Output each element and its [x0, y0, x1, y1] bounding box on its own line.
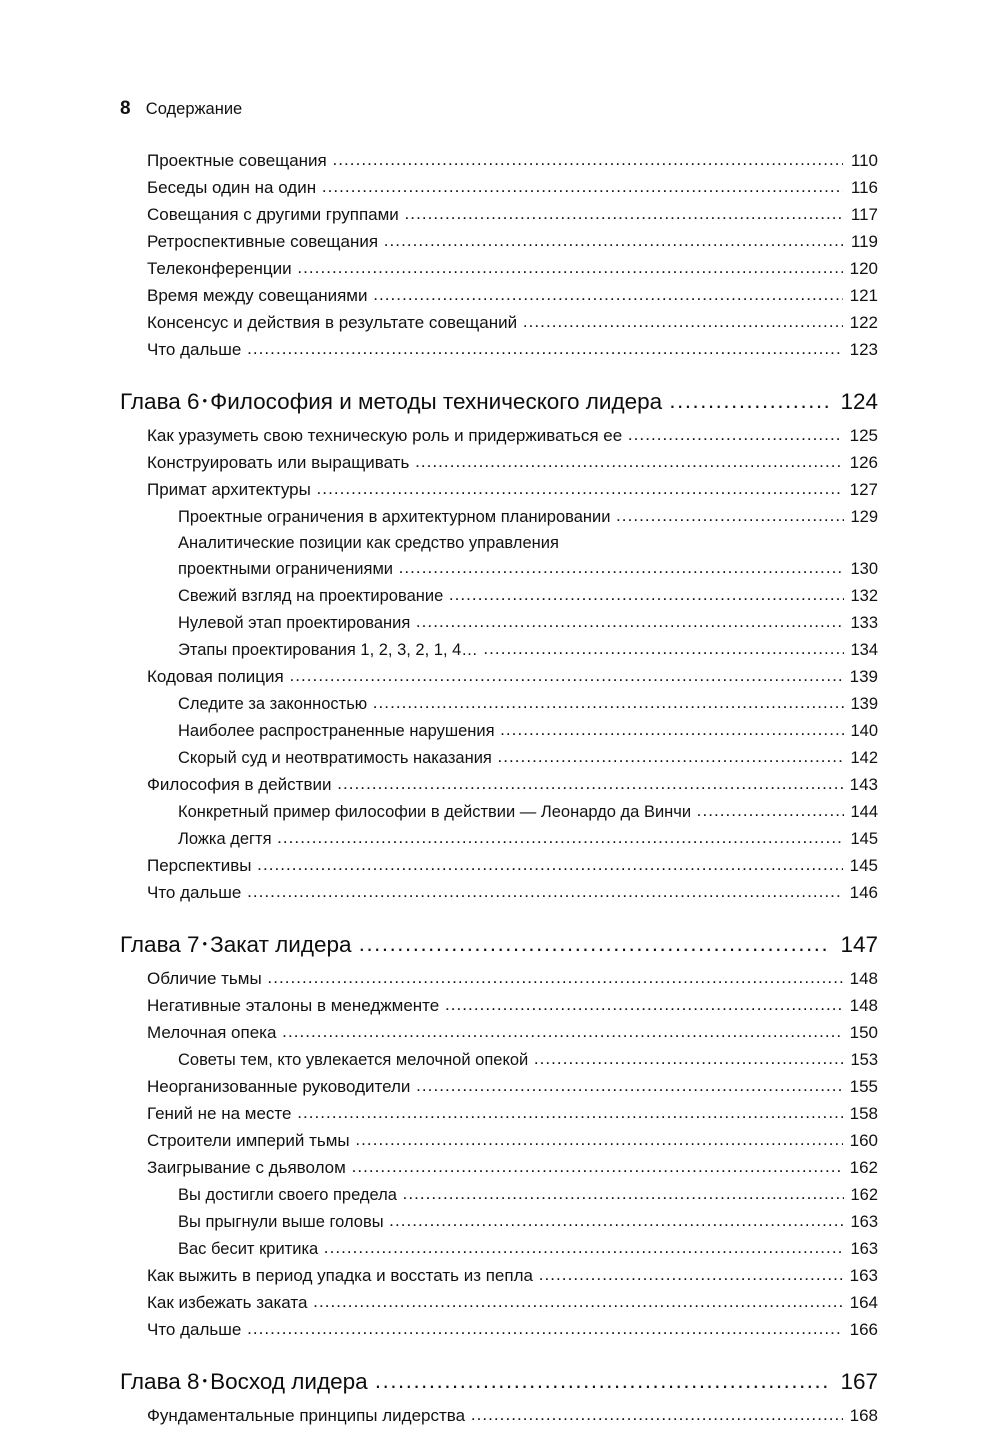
page-header [120, 98, 242, 120]
toc-page-number: 153 [850, 1051, 878, 1069]
toc-entry-label: Как уразуметь свою техническую роль и придерживаться ее [147, 426, 627, 445]
toc-page-number: 139 [850, 695, 878, 713]
toc-entry-row[interactable] [120, 641, 878, 668]
dot-leader [282, 1023, 843, 1041]
toc-entry-label: Как избежать заката [147, 1293, 313, 1312]
toc-page-number: 163 [850, 1213, 878, 1231]
toc-entry-label: Вас бесит критика [178, 1240, 323, 1258]
dot-leader [277, 829, 844, 847]
toc-entry-row[interactable] [120, 427, 878, 454]
toc-entry-row[interactable] [120, 1159, 878, 1186]
toc-entry-label: Что дальше [147, 883, 247, 902]
toc-page-number: 163 [849, 1266, 878, 1285]
dot-leader [373, 694, 844, 712]
dot-leader [405, 205, 843, 223]
section-spacer [0, 368, 1000, 380]
toc-entry-row[interactable] [120, 614, 878, 641]
toc-page-number: 144 [850, 803, 878, 821]
toc-entry-label: Нулевой этап проектирования [178, 614, 415, 632]
dot-leader [534, 1050, 844, 1068]
dot-leader [373, 286, 843, 304]
toc-entry-row[interactable] [120, 857, 878, 884]
toc-entry-row[interactable] [120, 1051, 878, 1078]
toc-page-number: 117 [850, 205, 878, 224]
page-title: Содержание [145, 100, 243, 118]
section-spacer [0, 1348, 1000, 1360]
toc-page-number: 145 [850, 830, 878, 848]
dot-leader [416, 1077, 843, 1095]
toc-page-number: 148 [849, 996, 878, 1015]
toc-page-number: 119 [850, 232, 878, 251]
dot-leader [399, 559, 844, 577]
dot-leader [389, 1212, 844, 1230]
dot-leader [352, 1158, 843, 1176]
toc-entry-row[interactable] [120, 179, 878, 206]
toc-chapter-number: Глава 7 [120, 932, 200, 957]
toc-entry-label: Советы тем, кто увлекается мелочной опекой [178, 1051, 533, 1069]
toc-page-number: 125 [849, 426, 878, 445]
toc-entry-row[interactable] [120, 1321, 878, 1348]
toc-entry-label: Совещания с другими группами [147, 205, 404, 224]
toc-entry-row[interactable] [120, 749, 878, 776]
dot-leader [669, 390, 831, 412]
toc-chapter-label [120, 934, 358, 957]
toc-entry-row[interactable] [120, 1267, 878, 1294]
toc-entry-row[interactable] [120, 341, 878, 368]
toc-entry-label: Гений не на месте [147, 1104, 297, 1123]
dot-leader [313, 1293, 843, 1311]
toc-chapter-row[interactable] [120, 1371, 878, 1407]
toc-entry-label: Свежий взгляд на проектирование [178, 587, 448, 605]
toc-entry-row[interactable] [120, 508, 878, 535]
toc-page-number: 116 [850, 178, 878, 197]
toc-entry-row[interactable] [120, 722, 878, 749]
toc-page-number: 158 [849, 1104, 878, 1123]
toc-chapter-label [120, 391, 668, 414]
toc-page-number: 145 [849, 856, 878, 875]
toc-entry-row[interactable] [120, 1186, 878, 1213]
toc-page-number: 121 [849, 286, 878, 305]
toc-entry-row[interactable] [120, 884, 878, 911]
dot-leader [416, 613, 844, 631]
dot-leader [697, 802, 844, 820]
toc-page-number: 162 [849, 1158, 878, 1177]
toc-page-number: 162 [850, 1186, 878, 1204]
toc-entry-label: Мелочная опека [147, 1023, 282, 1042]
dot-leader [375, 1370, 831, 1392]
dot-leader [355, 1131, 843, 1149]
toc-entry-label: Время между совещаниями [147, 286, 373, 305]
toc-entry-label: Телеконференции [147, 259, 297, 278]
toc-entry-label: Скорый суд и неотвратимость наказания [178, 749, 497, 767]
toc-page-number: 140 [850, 722, 878, 740]
toc-entry-row[interactable] [120, 314, 878, 341]
toc-entry-row[interactable] [120, 997, 878, 1024]
toc-page-number: 124 [840, 389, 878, 414]
toc-page-number: 142 [850, 749, 878, 767]
toc-page-number: 167 [840, 1369, 878, 1394]
dot-leader [415, 453, 843, 471]
toc-page-number: 150 [849, 1023, 878, 1042]
toc-entry-row[interactable] [120, 535, 878, 587]
toc-page-number: 127 [849, 480, 878, 499]
toc-entry-label: Консенсус и действия в результате совещаний [147, 313, 522, 332]
toc-page-number: 133 [850, 614, 878, 632]
toc-page-number: 134 [850, 641, 878, 659]
toc-entry-label: Кодовая полиция [147, 667, 289, 686]
dot-leader [445, 996, 843, 1014]
toc-page-number: 123 [849, 340, 878, 359]
toc-entry-label: Ретроспективные совещания [147, 232, 383, 251]
toc-entry-row[interactable] [120, 1132, 878, 1159]
toc-entry-label: Конструировать или выращивать [147, 453, 415, 472]
toc-chapter-label [120, 1371, 374, 1394]
toc-page-number: 164 [849, 1293, 878, 1312]
toc-page-number: 163 [850, 1240, 878, 1258]
toc-entry-row[interactable] [120, 260, 878, 287]
toc-chapter-title: Восход лидера [210, 1369, 374, 1394]
toc-entry-label: Перспективы [147, 856, 257, 875]
dot-leader [337, 775, 843, 793]
bullet-separator-icon: • [202, 936, 208, 951]
dot-leader [359, 933, 831, 955]
toc-entry-row[interactable] [120, 1294, 878, 1321]
dot-leader [267, 969, 843, 987]
dot-leader [497, 748, 844, 766]
dot-leader [257, 856, 843, 874]
dot-leader [500, 721, 844, 739]
toc-entry-label: Вы прыгнули выше головы [178, 1213, 389, 1231]
toc-entry-row[interactable] [120, 1407, 878, 1434]
toc-chapter-number: Глава 6 [120, 389, 200, 414]
toc-page-number: 166 [849, 1320, 878, 1339]
toc-page-number: 110 [850, 151, 878, 170]
toc-entry-label: Как выжить в период упадка и восстать из пепла [147, 1266, 538, 1285]
toc-page-number: 160 [849, 1131, 878, 1150]
toc-entry-row[interactable] [120, 668, 878, 695]
toc-page-number: 168 [849, 1406, 878, 1425]
toc-entry-label: Обличие тьмы [147, 969, 267, 988]
toc-entry-label: Ложка дегтя [178, 830, 277, 848]
toc-entry-label-line1: Аналитические позиции как средство управления [178, 534, 559, 552]
toc-entry-row[interactable] [120, 587, 878, 614]
toc-page-number: 120 [849, 259, 878, 278]
dot-leader [403, 1185, 844, 1203]
dot-leader [384, 232, 843, 250]
toc-page-number: 126 [849, 453, 878, 472]
bullet-separator-icon: • [202, 1373, 208, 1388]
toc-entry-label: Неорганизованные руководители [147, 1077, 416, 1096]
toc-entry-row[interactable] [120, 152, 878, 179]
toc-entry-row[interactable] [120, 1105, 878, 1132]
dot-leader [471, 1406, 843, 1424]
bullet-separator-icon: • [202, 393, 208, 408]
dot-leader [322, 178, 843, 196]
toc-entry-label: Строители империй тьмы [147, 1131, 355, 1150]
dot-leader [539, 1266, 843, 1284]
toc-entry-label: Следите за законностью [178, 695, 372, 713]
toc-entry-row[interactable] [120, 287, 878, 314]
toc-page-number: 155 [849, 1077, 878, 1096]
table-of-contents [0, 152, 1000, 1434]
toc-entry-row[interactable] [120, 803, 878, 830]
dot-leader [616, 507, 844, 525]
toc-chapter-row[interactable] [120, 934, 878, 970]
toc-entry-row[interactable] [120, 776, 878, 803]
toc-entry-label: Этапы проектирования 1, 2, 3, 2, 1, 4… [178, 641, 483, 659]
dot-leader [247, 340, 843, 358]
toc-entry-label: Проектные ограничения в архитектурном планировании [178, 508, 616, 526]
toc-page-number: 130 [850, 560, 878, 578]
page-folio: 8 [120, 98, 131, 119]
toc-entry-label: Философия в действии [147, 775, 337, 794]
toc-entry-label: Вы достигли своего предела [178, 1186, 402, 1204]
toc-page-number: 146 [849, 883, 878, 902]
toc-chapter-title: Закат лидера [210, 932, 358, 957]
toc-entry-row[interactable] [120, 1240, 878, 1267]
section-spacer [0, 911, 1000, 923]
toc-entry-label: Что дальше [147, 340, 247, 359]
dot-leader [523, 313, 843, 331]
toc-entry-row[interactable] [120, 695, 878, 722]
toc-entry-label: Фундаментальные принципы лидерства [147, 1406, 470, 1425]
toc-page-number: 132 [850, 587, 878, 605]
toc-chapter-title: Философия и методы технического лидера [210, 389, 669, 414]
dot-leader [483, 640, 844, 658]
toc-page-number: 122 [849, 313, 878, 332]
toc-entry-row[interactable] [120, 1024, 878, 1051]
toc-entry-row[interactable] [120, 481, 878, 508]
toc-entry-row[interactable] [120, 970, 878, 997]
toc-entry-row[interactable] [120, 206, 878, 233]
toc-entry-label: Заигрывание с дьяволом [147, 1158, 351, 1177]
toc-entry-label: Примат архитектуры [147, 480, 316, 499]
dot-leader [247, 883, 843, 901]
toc-entry-label: Негативные эталоны в менеджменте [147, 996, 444, 1015]
toc-entry-label: проектными ограничениями [178, 560, 398, 578]
toc-page-number: 143 [849, 775, 878, 794]
toc-page-number: 148 [849, 969, 878, 988]
dot-leader [317, 480, 843, 498]
toc-page-number: 139 [849, 667, 878, 686]
dot-leader [297, 1104, 843, 1122]
dot-leader [332, 151, 843, 169]
dot-leader [289, 667, 843, 685]
toc-page-number: 129 [850, 508, 878, 526]
toc-entry-row[interactable] [120, 233, 878, 260]
toc-entry-label: Наиболее распространенные нарушения [178, 722, 500, 740]
toc-page-number: 147 [840, 932, 878, 957]
dot-leader [628, 426, 843, 444]
dot-leader [247, 1320, 843, 1338]
toc-entry-row[interactable] [120, 1213, 878, 1240]
toc-entry-label: Беседы один на один [147, 178, 321, 197]
dot-leader [449, 586, 844, 604]
dot-leader [297, 259, 843, 277]
toc-entry-label: Что дальше [147, 1320, 247, 1339]
toc-chapter-row[interactable] [120, 391, 878, 427]
toc-entry-label: Проектные совещания [147, 151, 332, 170]
toc-chapter-number: Глава 8 [120, 1369, 200, 1394]
toc-entry-row[interactable] [120, 454, 878, 481]
dot-leader [324, 1239, 844, 1257]
toc-entry-row[interactable] [120, 1078, 878, 1105]
toc-entry-label: Конкретный пример философии в действии — Леонардо да Винчи [178, 803, 696, 821]
toc-entry-row[interactable] [120, 830, 878, 857]
